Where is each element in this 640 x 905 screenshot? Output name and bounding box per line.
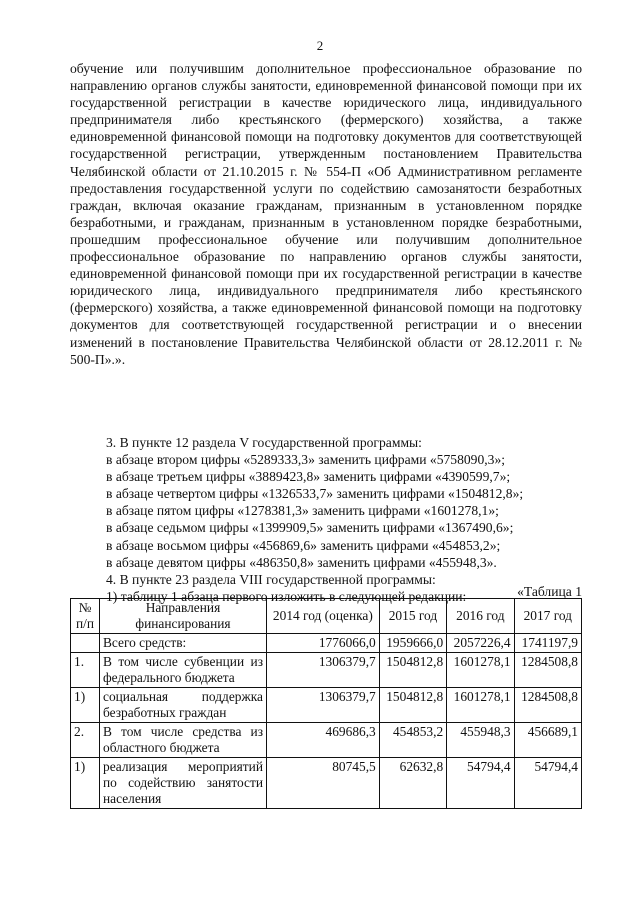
row-value: 1284508,8 [514,653,581,688]
row-num [71,634,100,653]
amendment-line: в абзаце третьем цифры «3889423,8» заменить цифрами «4390599,7»; [106,469,511,485]
row-value: 1776066,0 [267,634,380,653]
row-value: 1741197,9 [514,634,581,653]
table-header-row [71,599,582,634]
table-row [71,758,582,809]
row-value: 54794,4 [447,758,514,809]
item-4-heading: 4. В пункте 23 раздела VIII государственной программы: [106,571,436,587]
header-num: № п/п [71,599,100,634]
row-value: 1959666,0 [379,634,446,653]
row-value: 454853,2 [379,723,446,758]
row-direction: В том числе субвенции из федерального бюджета [100,653,267,688]
row-direction: Всего средств: [100,634,267,653]
row-value: 2057226,4 [447,634,514,653]
row-value: 456689,1 [514,723,581,758]
header-2014: 2014 год (оценка) [267,599,380,634]
row-num: 1) [71,688,100,723]
row-value: 1504812,8 [379,653,446,688]
row-num: 1. [71,653,100,688]
amendment-line: в абзаце втором цифры «5289333,3» заменить цифрами «5758090,3»; [106,452,506,468]
row-direction: социальная поддержка безработных граждан [100,688,267,723]
header-2016: 2016 год [447,599,514,634]
row-value: 1306379,7 [267,688,380,723]
header-direction: Направления финансирования [100,599,267,634]
row-value: 62632,8 [379,758,446,809]
row-direction: В том числе средства из областного бюджета [100,723,267,758]
item-4-sub: 1) таблицу 1 абзаца первого изложить в следующей редакции: [106,588,467,604]
row-value: 80745,5 [267,758,380,809]
item-3-heading: 3. В пункте 12 раздела V государственной программы: [106,435,422,450]
financing-table [70,598,582,809]
table-row [71,688,582,723]
page-number: 2 [316,38,324,53]
main-paragraph: обучение или получившим дополнительное профессиональное образование по направлению органов службы занятости, единовременной финансовой помощи при их государственной регистрации в качестве юридического лица, индивидуального предпринимателя либо крестьянского (фермерского) хозяйства, а также единовременной финансовой помощи на подготовку документов для соответствующей государственной регистрации, утвержденным постановлением Правительства Челябинской области от 21.10.2015 г. № 554-П «Об Административном регламенте предоставления государственной услуги по содействию самозанятости безработных граждан, включая оказание гражданам, признанным в установленном порядке безработными, и гражданам, признанным в установленном порядке безработными, прошедшим профессиональное обучение или получившим дополнительное профессиональное образование по направлению органов службы занятости, единовременной финансовой помощи при их государственной регистрации в качестве юридического лица, индивидуального предпринимателя либо крестьянского (фермерского) хозяйства, а также единовременной финансовой помощи на подготовку документов для соответствующей государственной регистрации и о внесении изменений в постановление Правительства Челябинской области от 28.12.2011 г. № 500-П».». [70,61,582,367]
amendment-line: в абзаце девятом цифры «486350,8» заменить цифрами «455948,3». [106,554,497,570]
item-3-block [70,434,582,605]
row-value: 455948,3 [447,723,514,758]
row-num: 2. [71,723,100,758]
row-value: 1504812,8 [379,688,446,723]
table-row [71,653,582,688]
row-value: 54794,4 [514,758,581,809]
row-direction: реализация мероприятий по содействию занятости населения [100,758,267,809]
row-value: 1601278,1 [447,653,514,688]
amendment-line: в абзаце восьмом цифры «456869,6» заменить цифрами «454853,2»; [106,537,501,553]
row-value: 469686,3 [267,723,380,758]
row-value: 1601278,1 [447,688,514,723]
header-2017: 2017 год [514,599,581,634]
header-2015: 2015 год [379,599,446,634]
table-row [71,634,582,653]
amendment-line: в абзаце седьмом цифры «1399909,5» заменить цифрами «1367490,6»; [106,520,514,536]
amendment-line: в абзаце пятом цифры «1278381,3» заменить цифрами «1601278,1»; [106,503,499,519]
table-caption: «Таблица 1 [517,584,582,599]
row-value: 1284508,8 [514,688,581,723]
row-value: 1306379,7 [267,653,380,688]
row-num: 1) [71,758,100,809]
table-row [71,723,582,758]
amendment-line: в абзаце четвертом цифры «1326533,7» заменить цифрами «1504812,8»; [106,486,524,502]
